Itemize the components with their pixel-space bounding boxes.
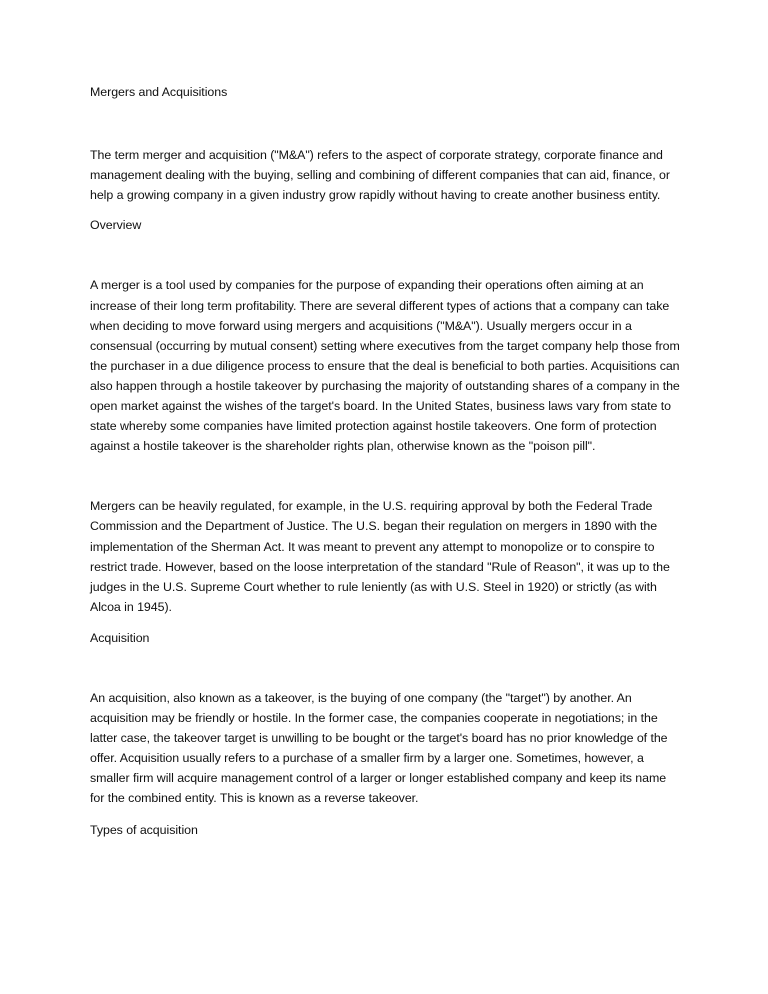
heading-acquisition: Acquisition [90, 630, 150, 645]
heading-overview: Overview [90, 218, 142, 233]
intro-paragraph: The term merger and acquisition ("M&A") refers to the aspect of corporate strategy, corporate finance and management dealing with the buying, selling and combining of different companies that can aid, finance, or help a growing company in a given industry grow rapidly without having to create another business entity. [90, 148, 670, 203]
document-body [90, 82, 680, 840]
regulation-paragraph: Mergers can be heavily regulated, for example, in the U.S. requiring approval by both the Federal Trade Commission and the Department of Justice. The U.S. began their regulation on mergers in 1890 with the implementation of the Sherman Act. It was meant to prevent any attempt to monopolize or to conspire to restrict trade. However, based on the loose interpretation of the standard "Rule of Reason", it was up to the judges in the U.S. Supreme Court whether to rule leniently (as with U.S. Steel in 1920) or strictly (as with Alcoa in 1945). [90, 499, 670, 614]
heading-types-of-acquisition: Types of acquisition [90, 822, 198, 837]
document-title: Mergers and Acquisitions [90, 85, 228, 99]
acquisition-paragraph: An acquisition, also known as a takeover, is the buying of one company (the "target") by another. An acquisition may be friendly or hostile. In the former case, the companies cooperate in negotiations; in the latter case, the takeover target is unwilling to be bought or the target's board has no prior knowledge of the offer. Acquisition usually refers to a purchase of a smaller firm by a larger one. Sometimes, however, a smaller firm will acquire management control of a larger or longer established company and keep its name for the combined entity. This is known as a reverse takeover. [90, 690, 668, 806]
overview-paragraph: A merger is a tool used by companies for the purpose of expanding their operations often aiming at an increase of their long term profitability. There are several different types of actions that a company can take when deciding to move forward using mergers and acquisitions ("M&A"). Usually mergers occur in a consensual (occurring by mutual consent) setting where executives from the target company help those from the purchaser in a due diligence process to ensure that the deal is beneficial to both parties. Acquisitions can also happen through a hostile takeover by purchasing the majority of outstanding shares of a company in the open market against the wishes of the target's board. In the United States, business laws vary from state to state whereby some companies have limited protection against hostile takeovers. One form of protection against a hostile takeover is the shareholder rights plan, otherwise known as the "poison pill". [90, 278, 680, 454]
